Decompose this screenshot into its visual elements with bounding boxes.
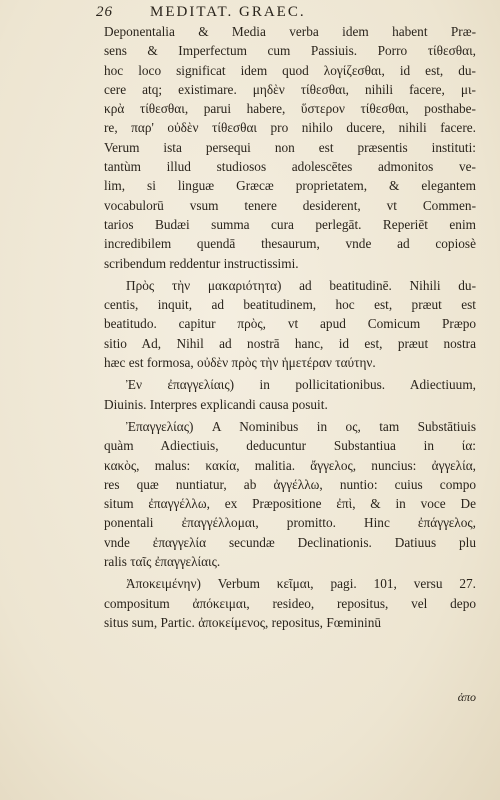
- text-line: beatitudo. capitur πρὸς, vt apud Comicum Præpo: [104, 316, 476, 332]
- text-line: tantùm illud studiosos adolescētes admonitos ve-: [104, 159, 476, 175]
- text-line: Deponentalia & Media verba idem habent Præ-: [104, 24, 476, 39]
- text-line: κακὸς, malus: κακία, malitia. ἄγγελος, nuncius: ἀγγελία,: [104, 457, 476, 473]
- text-line: Ἐπαγγελίας) A Nominibus in ος, tam Substātiuis: [126, 418, 476, 434]
- text-line: re, παρ' οὐδὲν τίθεσθαι pro nihilo ducere, nihili facere.: [104, 120, 476, 136]
- paragraph: [104, 276, 476, 372]
- text-line: Verum ista persequi non est præsentis instituti:: [104, 139, 476, 155]
- paragraph: [104, 375, 476, 414]
- text-line: ralis ταῖς ἐπαγγελίαις.: [104, 554, 221, 570]
- text-line: vnde ἐπαγγελία secundæ Declinationis. Datiuus plu: [104, 534, 476, 550]
- text-line: κρὰ τίθεσθαι, parui habere, ὕστερον τίθεσθαι, posthabe-: [104, 101, 476, 117]
- text-line: sens & Imperfectum cum Passiuis. Porro τίθεσθαι,: [104, 43, 476, 59]
- text-line: Πρὸς τὴν μακαριότητα) ad beatitudinē. Nihili du-: [126, 277, 476, 293]
- text-line: hæc est formosa, οὐδὲν πρὸς τὴν ἡμετέραν ταύτην.: [104, 355, 376, 371]
- text-line: compositum ἀπόκειμαι, resideo, repositus, vel depo: [104, 595, 476, 611]
- text-line: quàm Adiectiuis, deducuntur Substantiua in ία:: [104, 438, 476, 454]
- text-line: scribendum reddentur instructissimi.: [104, 255, 299, 271]
- text-line: hoc loco significat idem quod λογίζεσθαι, id est, du-: [104, 62, 476, 78]
- text-line: lim, si linguæ Græcæ proprietatem, & elegantem: [104, 178, 476, 194]
- text-line: ponentali ἐπαγγέλλομαι, promitto. Hinc ἐπάγγελος,: [104, 515, 476, 531]
- text-line: situm ἐπαγγέλλω, ex Præpositione ἐπὶ, & in voce De: [104, 496, 476, 512]
- text-line: vocabulorū vsum tenere desiderent, vt Commen-: [104, 197, 476, 213]
- paragraph: [104, 22, 476, 273]
- text-line: Ἐν ἐπαγγελίαις) in pollicitationibus. Adiectiuum,: [126, 377, 476, 393]
- text-line: situs sum, Partic. ἀποκείμενος, repositus, Fœmininū: [104, 614, 382, 630]
- paragraph: [104, 574, 476, 632]
- text-line: tarios Budæi summa cura perlegāt. Reperiēt enim: [104, 216, 476, 232]
- text-line: Ἀποκειμένην) Verbum κεῖμαι, pagi. 101, versu 27.: [126, 576, 476, 592]
- paragraph: [104, 417, 476, 571]
- text-line: cere atq; existimare. μηδὲν τίθεσθαι, nihili facere, μι-: [104, 81, 476, 97]
- catchword: ἀπο: [457, 690, 476, 704]
- text-line: incredibilem quendā thesaurum, vnde ad copiosè: [104, 236, 476, 252]
- text-line: res quæ nuntiatur, ab ἀγγέλλω, nuntio: cuius compo: [104, 476, 476, 492]
- text-line: sitio Ad, Nihil ad nostrā hanc, id est, præut nostra: [104, 335, 476, 351]
- body-text: [104, 22, 476, 632]
- text-line: centis, inquit, ad beatitudinem, hoc est, præut est: [104, 297, 476, 313]
- running-title: MEDITAT. GRAEC.: [150, 4, 306, 20]
- page-number: 26: [96, 4, 113, 20]
- text-line: Diuinis. Interpres explicandi causa posuit.: [104, 396, 328, 412]
